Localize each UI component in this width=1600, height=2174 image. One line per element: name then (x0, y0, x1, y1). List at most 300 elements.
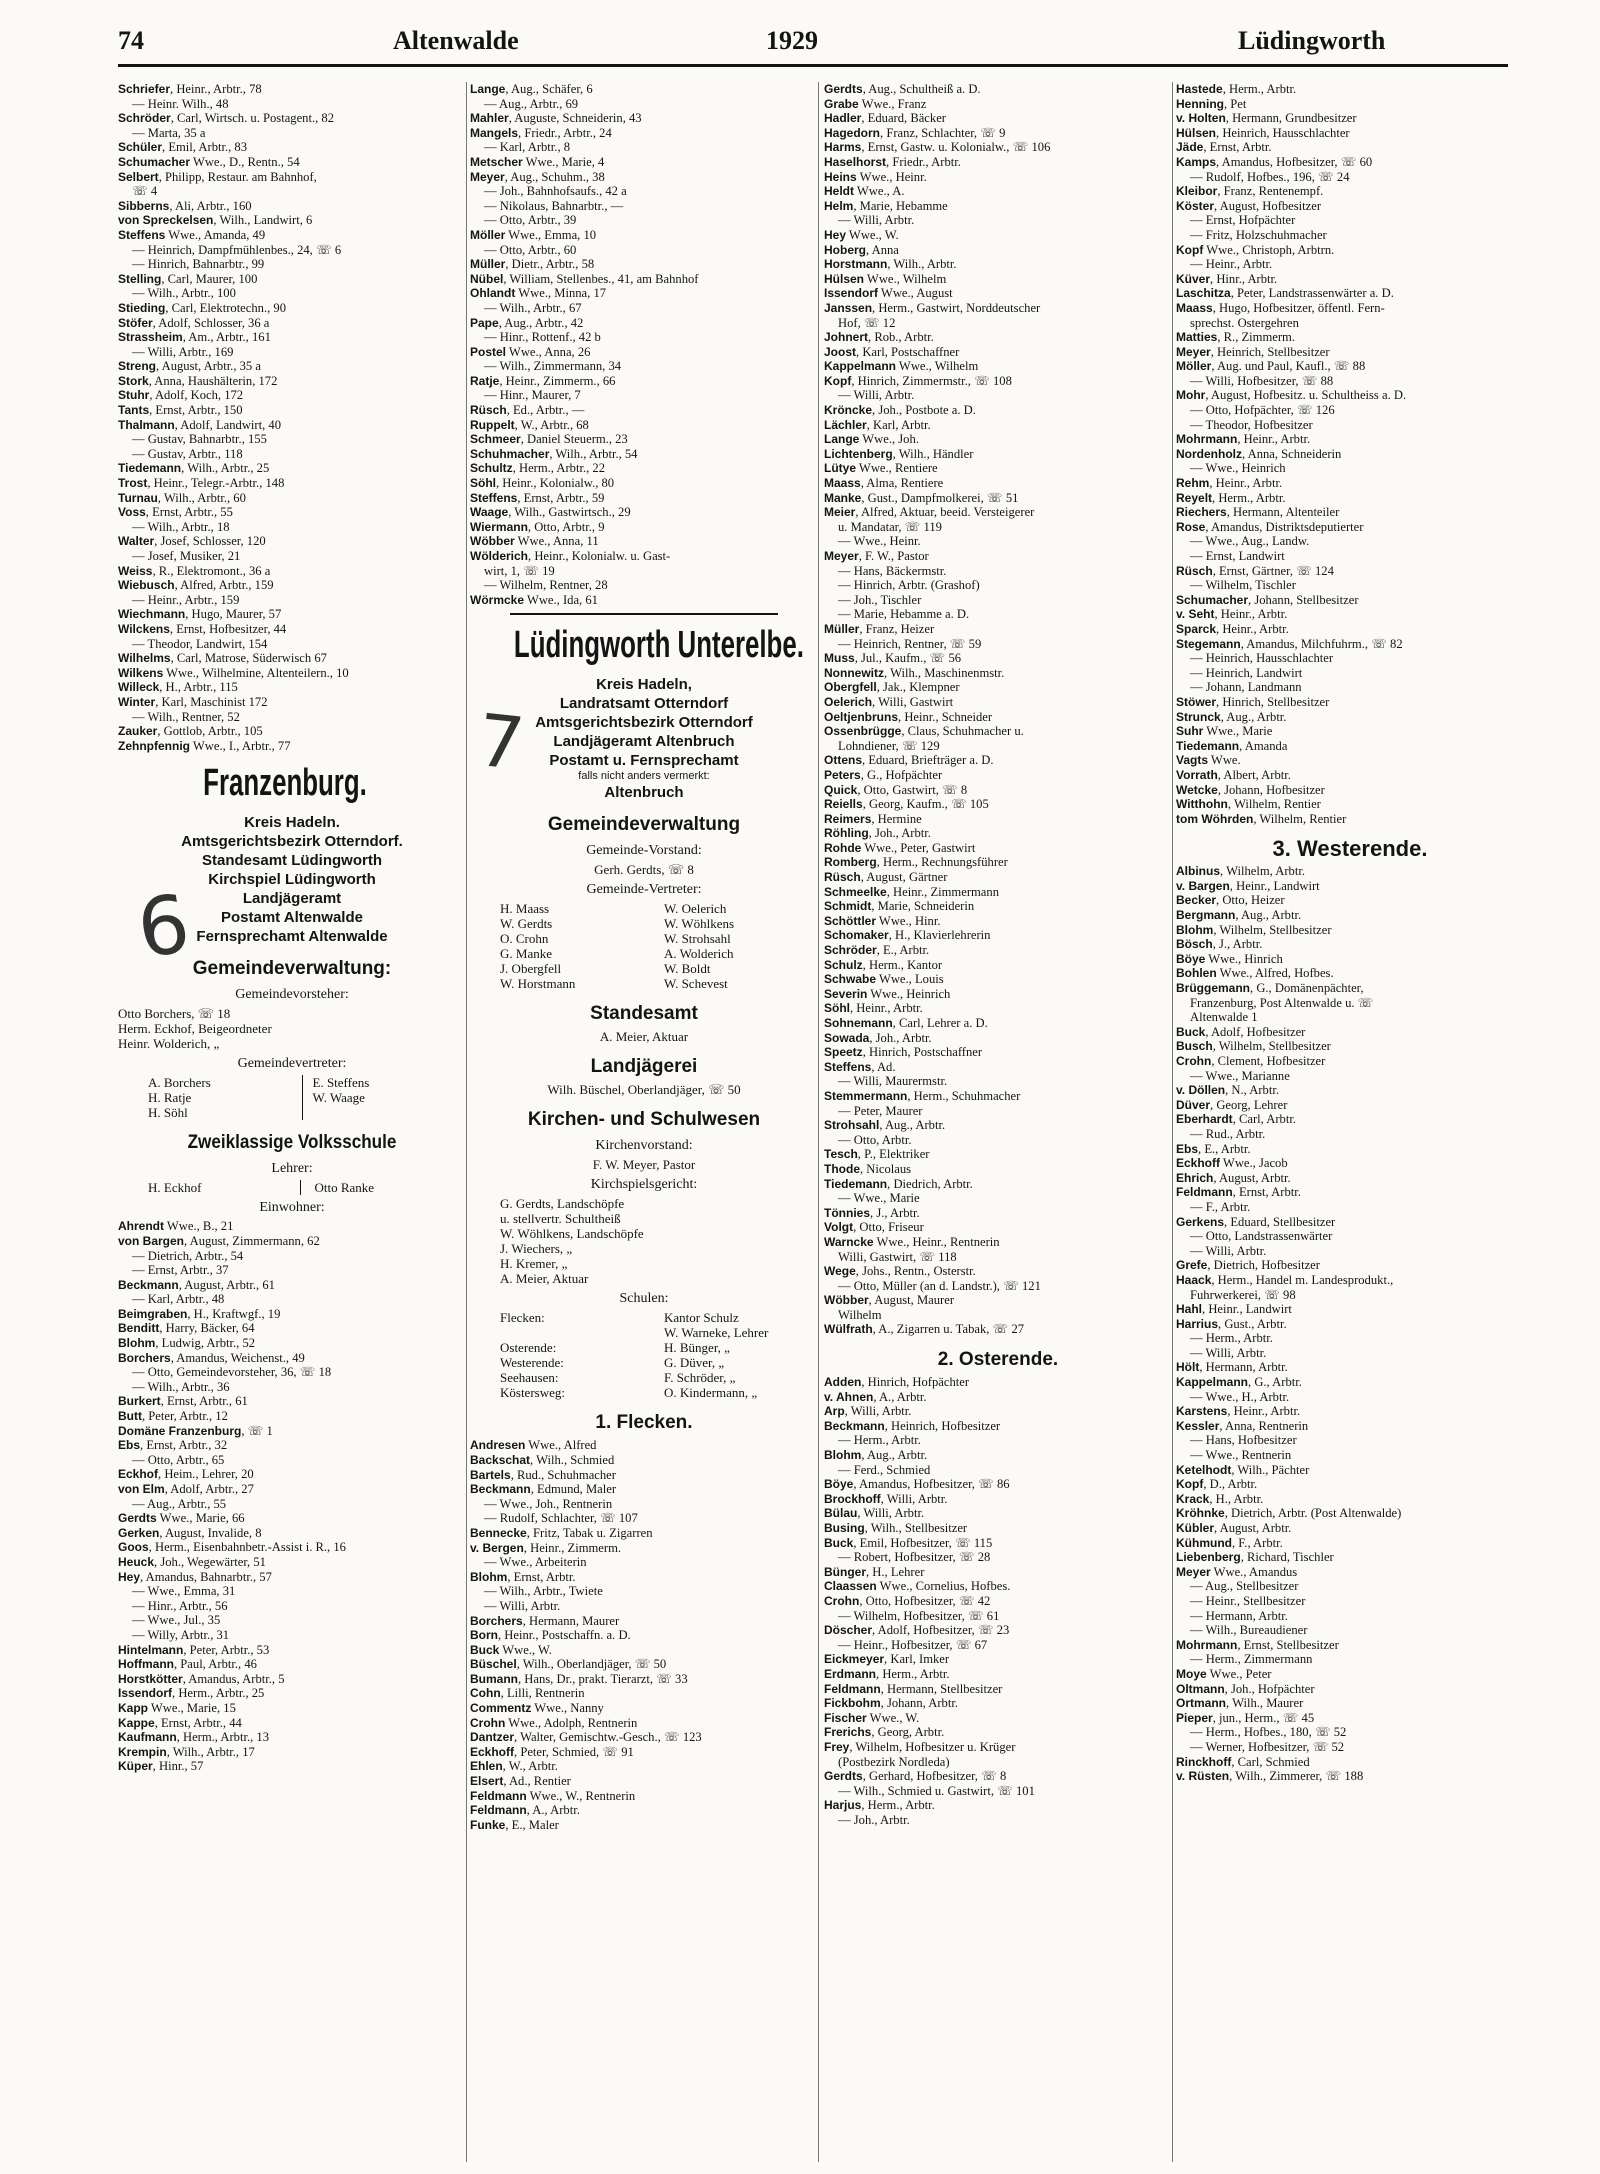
franzenburg-vorsteher-label: Gemeindevorsteher: (235, 987, 349, 1003)
directory-entry: v. Rüsten, Wilh., Zimmerer, ☏ 188 (1176, 1769, 1364, 1784)
directory-entry: Ebs, E., Arbtr. (1176, 1141, 1251, 1156)
directory-entry: Ortmann, Wilh., Maurer (1176, 1696, 1304, 1711)
pair-cell: O. Crohn (500, 931, 549, 947)
entry-continuation: — Ferd., Schmied (838, 1462, 931, 1477)
entry-continuation: — Wilh., Arbtr., 36 (132, 1379, 230, 1394)
directory-entry: Hoberg, Anna (824, 242, 899, 257)
entry-continuation: — Wwe., Heinrich (1190, 461, 1286, 476)
directory-entry: Schröder, Carl, Wirtsch. u. Postagent., 82 (118, 111, 335, 126)
column-4 (1176, 82, 1524, 2162)
directory-entry: Ehrich, August, Arbtr. (1176, 1170, 1291, 1185)
directory-entry: Mahler, Auguste, Schneiderin, 43 (470, 111, 642, 126)
directory-entry: Erdmann, Herm., Arbtr. (824, 1666, 950, 1681)
entry-continuation: — Herm., Hofbes., 180, ☏ 52 (1190, 1725, 1347, 1740)
directory-entry: Hülsen Wwe., Wilhelm (824, 271, 947, 286)
directory-entry: Postel Wwe., Anna, 26 (470, 344, 591, 359)
header-year: 1929 (766, 26, 818, 55)
directory-entry: Stelling, Carl, Maurer, 100 (118, 271, 258, 286)
directory-entry: Muss, Jul., Kaufm., ☏ 56 (824, 651, 962, 666)
directory-entry: Speetz, Hinrich, Postschaffner (824, 1045, 983, 1060)
text-line: Postamt u. Fernsprechamt (549, 752, 739, 770)
entry-continuation: — Marie, Hebamme a. D. (838, 607, 970, 622)
entry-continuation: — Nikolaus, Bahnarbtr., — (484, 198, 624, 213)
unterelbe-admin-small: falls nicht anders vermerkt: (578, 770, 710, 783)
directory-entry: Benditt, Harry, Bäcker, 64 (118, 1321, 255, 1336)
directory-entry: Crohn Wwe., Adolph, Rentnerin (470, 1715, 638, 1730)
directory-entry: Bartels, Rud., Schuhmacher (470, 1467, 616, 1482)
directory-entry: Ahrendt Wwe., B., 21 (118, 1219, 234, 1234)
directory-entry: Arp, Willi, Arbtr. (824, 1404, 912, 1419)
text-line: Amtsgerichtsbezirk Otterndorf (535, 714, 753, 732)
entry-continuation: — Gustav, Arbtr., 118 (132, 446, 243, 461)
directory-entry: Henning, Pet (1176, 96, 1247, 111)
pair-cell: W. Horstmann (500, 976, 576, 992)
directory-entry: Mohrmann, Heinr., Arbtr. (1176, 432, 1311, 447)
pair-cell: W. Schevest (664, 976, 728, 992)
directory-entry: Selbert, Philipp, Restaur. am Bahnhof, (118, 169, 317, 184)
entry-continuation: — Wilh., Arbtr., Twiete (484, 1584, 603, 1599)
directory-entry: Strassheim, Am., Arbtr., 161 (118, 330, 271, 345)
entry-continuation: Wilhelm (838, 1307, 882, 1322)
entry-continuation: — Wilhelm, Tischler (1190, 578, 1296, 593)
directory-entry: Matties, R., Zimmerm. (1176, 330, 1295, 345)
entry-continuation: — Ernst, Hofpächter (1190, 213, 1296, 228)
entry-continuation: — Heinr., Arbtr. (1190, 257, 1273, 272)
directory-entry: Rüsch, Ed., Arbtr., — (470, 403, 585, 418)
directory-entry: Gerdts, Aug., Schultheiß a. D. (824, 82, 981, 96)
directory-entry: Kleibor, Franz, Rentenempf. (1176, 184, 1324, 199)
text-line: u. stellvertr. Schultheiß (500, 1211, 621, 1227)
directory-entry: Schröder, E., Arbtr. (824, 943, 930, 958)
directory-entry: Tants, Ernst, Arbtr., 150 (118, 403, 243, 418)
entry-continuation: — Marta, 35 a (132, 125, 206, 140)
entry-continuation: — Peter, Maurer (838, 1103, 923, 1118)
directory-entry: Steffens, Ernst, Arbtr., 59 (470, 490, 605, 505)
entry-continuation: wirt, 1, ☏ 19 (484, 563, 555, 578)
entry-continuation: — Willi, Arbtr., 169 (132, 344, 234, 359)
entry-continuation: — Josef, Musiker, 21 (132, 549, 241, 563)
directory-entry: Tiedemann, Diedrich, Arbtr. (824, 1176, 973, 1191)
directory-entry: Gerkens, Eduard, Stellbesitzer (1176, 1214, 1336, 1229)
directory-entry: Rinckhoff, Carl, Schmied (1176, 1754, 1310, 1769)
column-divider (818, 82, 819, 2162)
directory-entry: Harrius, Gust., Arbtr. (1176, 1316, 1287, 1331)
directory-entry: Kappelmann, G., Arbtr. (1176, 1375, 1302, 1390)
directory-entry: Kopf, D., Arbtr. (1176, 1477, 1258, 1492)
text-line: Fernsprechamt Altenwalde (196, 928, 388, 946)
directory-entry: Warncke Wwe., Heinr., Rentnerin (824, 1234, 1000, 1249)
entry-continuation: — Herm., Arbtr. (1190, 1331, 1273, 1346)
entry-continuation: — Ernst, Arbtr., 37 (132, 1263, 229, 1278)
directory-entry: Andresen Wwe., Alfred (470, 1438, 597, 1453)
directory-entry: Döscher, Adolf, Hofbesitzer, ☏ 23 (824, 1623, 1010, 1638)
directory-entry: Buck, Emil, Hofbesitzer, ☏ 115 (824, 1535, 993, 1550)
directory-entry: Horstkötter, Amandus, Arbtr., 5 (118, 1671, 285, 1686)
entry-continuation: — Joh., Tischler (838, 592, 922, 607)
entry-continuation: — Joh., Arbtr. (838, 1812, 910, 1827)
header-right-title: Lüdingworth (1238, 26, 1386, 55)
directory-entry: Wörmcke Wwe., Ida, 61 (470, 592, 598, 607)
unterelbe-vertreter (470, 901, 818, 991)
entry-continuation: sprechst. Ostergehren (1190, 315, 1299, 330)
directory-entry: Maass, Alma, Rentiere (824, 476, 944, 491)
directory-entry: Feldmann Wwe., W., Rentnerin (470, 1788, 636, 1803)
directory-entry: Schuhmacher, Wilh., Arbtr., 54 (470, 446, 638, 461)
directory-entry: Stöfer, Adolf, Schlosser, 36 a (118, 315, 270, 330)
franzenburg-vorsteher (118, 1006, 466, 1051)
entry-continuation: Hof, ☏ 12 (838, 315, 896, 330)
directory-entry: Brockhoff, Willi, Arbtr. (824, 1491, 948, 1506)
directory-entry: Frey, Wilhelm, Hofbesitzer u. Krüger (824, 1739, 1016, 1754)
entry-continuation: — Otto, Landstrassenwärter (1190, 1229, 1333, 1244)
directory-entry: Kopf Wwe., Christoph, Arbtrn. (1176, 242, 1335, 257)
entry-continuation: — Otto, Arbtr., 60 (484, 242, 577, 257)
pair-cell: A. Borchers (148, 1075, 303, 1090)
directory-entry: von Bargen, August, Zimmermann, 62 (118, 1233, 320, 1248)
pair-row (118, 1090, 466, 1105)
directory-entry: Domäne Franzenburg, ☏ 1 (118, 1423, 273, 1438)
unterelbe-kirchen: Kirchen- und Schulwesen (527, 1109, 761, 1131)
entry-continuation: — Hinr., Arbtr., 56 (132, 1598, 228, 1613)
directory-entry: Winter, Karl, Maschinist 172 (118, 694, 268, 709)
page-header (118, 24, 1508, 67)
pair-cell: H. Ratje (148, 1090, 303, 1105)
directory-entry: Stöwer, Hinrich, Stellbesitzer (1176, 694, 1330, 709)
directory-entry: Mangels, Friedr., Arbtr., 24 (470, 125, 612, 140)
lehrer-2: Otto Ranke (314, 1180, 375, 1196)
entry-continuation: — Willi, Arbtr. (1190, 1243, 1267, 1258)
directory-entry: Harms, Ernst, Gastw. u. Kolonialw., ☏ 106 (824, 140, 1051, 155)
directory-entry: Streng, August, Arbtr., 35 a (118, 359, 261, 374)
pair-cell: Seehausen: (500, 1370, 559, 1386)
directory-entry: Romberg, Herm., Rechnungsführer (824, 855, 1008, 870)
directory-entry: Schmeelke, Heinr., Zimmermann (824, 884, 999, 899)
directory-entry: Haselhorst, Friedr., Arbtr. (824, 154, 961, 169)
entry-continuation: Fuhrwerkerei, ☏ 98 (1190, 1287, 1296, 1302)
unterelbe-kirchenvorstand-label: Kirchenvorstand: (595, 1138, 693, 1154)
entry-continuation: — Otto, Müller (an d. Landstr.), ☏ 121 (838, 1278, 1041, 1293)
col3b-entries (824, 1375, 1172, 1827)
directory-entry: Grabe Wwe., Franz (824, 96, 927, 111)
directory-entry: Brüggemann, G., Domänenpächter, (1176, 981, 1364, 996)
directory-entry: v. Seht, Heinr., Arbtr. (1176, 607, 1288, 622)
directory-entry: Kappe, Ernst, Arbtr., 44 (118, 1715, 242, 1730)
directory-entry: Wilhelms, Carl, Matrose, Süderwisch 67 (118, 651, 327, 666)
text-line: Landjägeramt Altenbruch (553, 733, 735, 751)
directory-entry: Wiebusch, Alfred, Arbtr., 159 (118, 578, 274, 593)
directory-entry: Mohrmann, Ernst, Stellbesitzer (1176, 1637, 1339, 1652)
directory-entry: Kaufmann, Herm., Arbtr., 13 (118, 1730, 270, 1745)
directory-entry: Obergfell, Jak., Klempner (824, 680, 960, 695)
directory-entry: Ohlandt Wwe., Minna, 17 (470, 286, 607, 301)
directory-entry: Bösch, J., Arbtr. (1176, 937, 1263, 952)
directory-entry: Rehm, Heinr., Arbtr. (1176, 476, 1283, 491)
directory-entry: Meyer, Aug., Schuhm., 38 (470, 169, 605, 184)
col3a-entries (824, 82, 1172, 1337)
osterende-title: 2. Osterende. (937, 1349, 1059, 1371)
directory-entry: Ehlen, W., Arbtr. (470, 1759, 558, 1774)
directory-entry: Metscher Wwe., Marie, 4 (470, 154, 605, 169)
directory-entry: Gerken, August, Invalide, 8 (118, 1525, 262, 1540)
directory-entry: Stemmermann, Herm., Schuhmacher (824, 1088, 1021, 1103)
franzenburg-schule: Zweiklassige Volksschule (187, 1132, 397, 1154)
directory-entry: v. Holten, Hermann, Grundbesitzer (1176, 111, 1357, 126)
directory-entry: Weiss, R., Elektromont., 36 a (118, 563, 271, 578)
directory-entry: Wöbber, August, Maurer (824, 1293, 955, 1308)
directory-entry: Meier, Alfred, Aktuar, beeid. Versteigerer (824, 505, 1035, 520)
entry-continuation: — Hermann, Arbtr. (1190, 1608, 1288, 1623)
directory-entry: Schöttler Wwe., Hinr. (824, 913, 941, 928)
directory-entry: Schumacher Wwe., D., Rentn., 54 (118, 154, 300, 169)
directory-entry: Hastede, Herm., Arbtr. (1176, 82, 1297, 96)
directory-entry: Strunck, Aug., Arbtr. (1176, 709, 1287, 724)
directory-entry: Oeltjenbruns, Heinr., Schneider (824, 709, 993, 724)
directory-entry: Crohn, Clement, Hofbesitzer (1176, 1054, 1326, 1068)
entry-continuation: — Werner, Hofbesitzer, ☏ 52 (1190, 1739, 1345, 1754)
entry-continuation: — Aug., Arbtr., 55 (132, 1496, 227, 1511)
entry-continuation: — Aug., Arbtr., 69 (484, 96, 579, 111)
pair-cell: H. Bünger, „ (664, 1340, 730, 1356)
pair-row (470, 1370, 818, 1385)
header-left-title: Altenwalde (393, 26, 519, 55)
directory-entry: Röhling, Joh., Arbtr. (824, 826, 931, 841)
directory-entry: Buck Wwe., W. (470, 1642, 552, 1657)
directory-entry: Lange, Aug., Schäfer, 6 (470, 82, 593, 96)
directory-entry: Grefe, Dietrich, Hofbesitzer (1176, 1258, 1320, 1273)
entry-continuation: — Robert, Hofbesitzer, ☏ 28 (838, 1550, 991, 1565)
entry-continuation: — Aug., Stellbesitzer (1190, 1579, 1299, 1594)
pair-cell: Köstersweg: (500, 1385, 565, 1401)
directory-entry: Kamps, Amandus, Hofbesitzer, ☏ 60 (1176, 154, 1373, 169)
directory-entry: Adden, Hinrich, Hofpächter (824, 1375, 970, 1390)
directory-entry: Karstens, Heinr., Arbtr. (1176, 1404, 1301, 1419)
directory-entry: Eckhoff Wwe., Jacob (1176, 1156, 1288, 1171)
col2a-entries (470, 82, 818, 607)
directory-entry: Albinus, Wilhelm, Arbtr. (1176, 864, 1305, 879)
directory-entry: Joost, Karl, Postschaffner (824, 344, 960, 359)
directory-entry: Stuhr, Adolf, Koch, 172 (118, 388, 244, 403)
directory-entry: Wege, Johs., Rentn., Osterstr. (824, 1264, 976, 1279)
directory-entry: Elsert, Ad., Rentier (470, 1774, 571, 1789)
directory-entry: Turnau, Wilh., Arbtr., 60 (118, 490, 246, 505)
entry-continuation: — Hans, Hofbesitzer (1190, 1433, 1297, 1448)
entry-continuation: — Heinrich, Hausschlachter (1190, 651, 1334, 666)
column-1 (118, 82, 466, 2162)
directory-entry: Ebs, Ernst, Arbtr., 32 (118, 1438, 228, 1453)
directory-entry: Hölt, Hermann, Arbtr. (1176, 1360, 1288, 1375)
directory-entry: Lichtenberg, Wilh., Händler (824, 446, 974, 461)
directory-entry: Tesch, P., Elektriker (824, 1147, 930, 1162)
pair-cell (303, 1105, 467, 1120)
entry-continuation: — Wwe., Jul., 35 (132, 1613, 221, 1628)
entry-continuation: — Gustav, Bahnarbtr., 155 (132, 432, 267, 447)
pair-row (470, 916, 818, 931)
entry-continuation: — Wilh., Schmied u. Gastwirt, ☏ 101 (838, 1783, 1035, 1798)
directory-entry: v. Ahnen, A., Arbtr. (824, 1389, 927, 1404)
directory-entry: Krack, H., Arbtr. (1176, 1491, 1264, 1506)
pair-cell: A. Wolderich (664, 946, 734, 962)
text-line: Amtsgerichtsbezirk Otterndorf. (181, 833, 403, 851)
directory-entry: Reiells, Georg, Kaufm., ☏ 105 (824, 797, 989, 812)
entry-continuation: — Fritz, Holzschuhmacher (1190, 227, 1327, 242)
directory-entry: Wölderich, Heinr., Kolonialw. u. Gast- (470, 549, 671, 563)
directory-entry: Quick, Otto, Gastwirt, ☏ 8 (824, 782, 968, 797)
directory-entry: Schmeer, Daniel Steuerm., 23 (470, 432, 628, 447)
directory-entry: Hahl, Heinr., Landwirt (1176, 1302, 1292, 1317)
directory-entry: Steffens Wwe., Amanda, 49 (118, 227, 266, 242)
col2b-entries (470, 1438, 818, 1832)
directory-entry: Nübel, William, Stellenbes., 41, am Bahnhof (470, 271, 699, 286)
entry-continuation: — Willi, Arbtr. (838, 388, 915, 403)
pencil-mark-6: 6 (131, 876, 196, 977)
directory-entry: Volgt, Otto, Friseur (824, 1220, 924, 1235)
column-2 (470, 82, 818, 2162)
directory-entry: Schomaker, H., Klavierlehrerin (824, 928, 991, 943)
directory-entry: Beckmann, August, Arbtr., 61 (118, 1277, 275, 1292)
text-line: G. Gerdts, Landschöpfe (500, 1196, 625, 1212)
directory-entry: Heldt Wwe., A. (824, 184, 905, 199)
pair-cell: W. Gerdts (500, 916, 553, 932)
entry-continuation: — Wilh., Arbtr., 18 (132, 519, 230, 534)
unterelbe-vertreter-label: Gemeinde-Vertreter: (586, 882, 702, 898)
directory-entry: Jäde, Ernst, Arbtr. (1176, 140, 1272, 155)
entry-continuation: ☏ 4 (132, 184, 158, 199)
pair-row (470, 1325, 818, 1340)
entry-continuation: — Rudolf, Hofbes., 196, ☏ 24 (1190, 169, 1350, 184)
text-line: H. Kremer, „ (500, 1256, 568, 1272)
directory-entry: Voss, Ernst, Arbtr., 55 (118, 505, 233, 520)
directory-entry: Janssen, Herm., Gastwirt, Norddeutscher (824, 300, 1041, 315)
directory-entry: Zauker, Gottlob, Arbtr., 105 (118, 724, 263, 739)
directory-entry: Crohn, Otto, Hofbesitzer, ☏ 42 (824, 1593, 991, 1608)
directory-entry: Hey Wwe., W. (824, 227, 899, 242)
entry-continuation: — Ernst, Landwirt (1190, 549, 1285, 563)
directory-entry: Kapp Wwe., Marie, 15 (118, 1700, 236, 1715)
entry-continuation: — Willi, Arbtr. (1190, 1345, 1267, 1360)
entry-continuation: — Wilhelm, Rentner, 28 (484, 578, 608, 593)
directory-entry: Söhl, Heinr., Kolonialw., 80 (470, 476, 615, 491)
pair-cell: W. Oelerich (664, 901, 727, 917)
pair-cell: Osterende: (500, 1340, 557, 1356)
column-divider (466, 82, 467, 2162)
directory-entry: Hülsen, Heinrich, Hausschlachter (1176, 125, 1350, 140)
entry-continuation: — Theodor, Hofbesitzer (1190, 417, 1313, 432)
text-line: Herm. Eckhof, Beigeordneter (118, 1021, 272, 1037)
directory-entry: Horstmann, Wilh., Arbtr. (824, 257, 957, 272)
entry-continuation: — Otto, Arbtr., 39 (484, 213, 577, 228)
directory-entry: Kröncke, Joh., Postbote a. D. (824, 403, 976, 418)
directory-entry: Manke, Gust., Dampfmolkerei, ☏ 51 (824, 490, 1019, 505)
pair-cell: W. Strohsahl (664, 931, 731, 947)
directory-entry: Buck, Adolf, Hofbesitzer (1176, 1024, 1306, 1039)
directory-entry: Kopf, Hinrich, Zimmermstr., ☏ 108 (824, 373, 1012, 388)
directory-entry: Tiedemann, Wilh., Arbtr., 25 (118, 461, 270, 476)
directory-entry: Möller, Aug. und Paul, Kaufl., ☏ 88 (1176, 359, 1366, 374)
pair-row (118, 1075, 466, 1090)
entry-continuation: — Heinr. Wilh., 48 (132, 96, 229, 111)
directory-entry: Reyelt, Herm., Arbtr. (1176, 490, 1286, 505)
franzenburg-title: Franzenburg. (203, 762, 367, 805)
directory-entry: Rose, Amandus, Distriktsdeputierter (1176, 519, 1364, 534)
directory-entry: Rüsch, August, Gärtner (824, 870, 948, 885)
entry-continuation: — Hinr., Rottenf., 42 b (484, 330, 601, 345)
entry-continuation: — Wilh., Zimmermann, 34 (484, 359, 622, 374)
directory-entry: Moye Wwe., Peter (1176, 1666, 1272, 1681)
entry-continuation: — Wilhelm, Hofbesitzer, ☏ 61 (838, 1608, 1000, 1623)
directory-entry: Krempin, Wilh., Arbtr., 17 (118, 1744, 255, 1759)
directory-entry: Blohm, Ernst, Arbtr. (470, 1569, 576, 1584)
directory-entry: Helm, Marie, Hebamme (824, 198, 948, 213)
entry-continuation: — Wilh., Arbtr., 100 (132, 286, 236, 301)
directory-entry: Haack, Herm., Handel m. Landesprodukt., (1176, 1272, 1394, 1287)
unterelbe-standesamt-person: A. Meier, Aktuar (599, 1029, 689, 1045)
directory-entry: Pape, Aug., Arbtr., 42 (470, 315, 584, 330)
entry-continuation: — Rudolf, Schlachter, ☏ 107 (484, 1511, 638, 1526)
pair-row (470, 1385, 818, 1400)
directory-entry: Sohnemann, Carl, Lehrer a. D. (824, 1016, 988, 1030)
pair-cell: G. Düver, „ (664, 1355, 725, 1371)
entry-continuation: — Otto, Hofpächter, ☏ 126 (1190, 403, 1335, 418)
franzenburg-einwohner-label: Einwohner: (259, 1200, 325, 1216)
pair-row (470, 976, 818, 991)
directory-entry: Stegemann, Amandus, Milchfuhrm., ☏ 82 (1176, 636, 1403, 651)
entry-continuation: — Heinrich, Rentner, ☏ 59 (838, 636, 982, 651)
directory-entry: Stieding, Carl, Elektrotechn., 90 (118, 300, 286, 315)
entry-continuation: — Wilh., Arbtr., 67 (484, 300, 582, 315)
directory-entry: Böye Wwe., Hinrich (1176, 951, 1283, 966)
entry-continuation: — Joh., Bahnhofsaufs., 42 a (484, 184, 627, 199)
text-line: Standesamt Lüdingworth (202, 852, 382, 870)
directory-entry: Sibberns, Ali, Arbtr., 160 (118, 198, 252, 213)
directory-entry: Funke, E., Maler (470, 1817, 559, 1832)
entry-continuation: — Hinrich, Arbtr. (Grashof) (838, 578, 980, 593)
directory-entry: Söhl, Heinr., Arbtr. (824, 1001, 923, 1016)
lehrer-1: H. Eckhof (148, 1180, 301, 1195)
directory-entry: Willeck, H., Arbtr., 115 (118, 680, 238, 695)
directory-entry: Büschel, Wilh., Oberlandjäger, ☏ 50 (470, 1657, 667, 1672)
directory-entry: Trost, Heinr., Telegr.-Arbtr., 148 (118, 476, 285, 491)
text-line: Otto Borchers, ☏ 18 (118, 1006, 231, 1022)
directory-entry: Borchers, Amandus, Weichenst., 49 (118, 1350, 305, 1365)
directory-entry: Vagts Wwe. (1176, 753, 1241, 768)
directory-entry: Gerdts, Gerhard, Hofbesitzer, ☏ 8 (824, 1769, 1007, 1784)
directory-entry: Bülau, Willi, Arbtr. (824, 1506, 925, 1521)
directory-entry: Beimgraben, H., Kraftwgf., 19 (118, 1306, 281, 1321)
entry-continuation: — Willi, Maurermstr. (838, 1074, 948, 1089)
directory-entry: Heuck, Joh., Wegewärter, 51 (118, 1554, 266, 1569)
directory-entry: Kühmund, F., Arbtr. (1176, 1535, 1283, 1550)
directory-entry: Ossenbrügge, Claus, Schuhmacher u. (824, 724, 1024, 739)
column-3 (824, 82, 1172, 2162)
entry-continuation: — Wwe., Aug., Landw. (1190, 534, 1310, 549)
entry-continuation: — Wwe., Marie (838, 1191, 920, 1206)
directory-entry: Eckhoff, Peter, Schmied, ☏ 91 (470, 1744, 634, 1759)
directory-entry: Bünger, H., Lehrer (824, 1564, 925, 1579)
directory-entry: Hoffmann, Paul, Arbtr., 46 (118, 1657, 257, 1672)
entry-continuation: — Heinrich, Dampfmühlenbes., 24, ☏ 6 (132, 242, 342, 257)
directory-entry: Köster, August, Hofbesitzer (1176, 198, 1322, 213)
directory-entry: Wilkens Wwe., Wilhelmine, Altenteilern., 10 (118, 665, 349, 680)
directory-entry: Bohlen Wwe., Alfred, Hofbes. (1176, 966, 1334, 981)
franzenburg-vertreter-label: Gemeindevertreter: (237, 1056, 347, 1072)
directory-entry: Kessler, Anna, Rentnerin (1176, 1418, 1309, 1433)
directory-entry: Ratje, Heinr., Zimmerm., 66 (470, 373, 616, 388)
directory-entry: Backschat, Wilh., Schmied (470, 1452, 615, 1467)
entry-continuation: — Hinrich, Bahnarbtr., 99 (132, 257, 265, 272)
entry-continuation: — Wilh., Rentner, 52 (132, 709, 240, 724)
entry-continuation: — Theodor, Landwirt, 154 (132, 636, 268, 651)
unterelbe-gericht (470, 1196, 818, 1286)
